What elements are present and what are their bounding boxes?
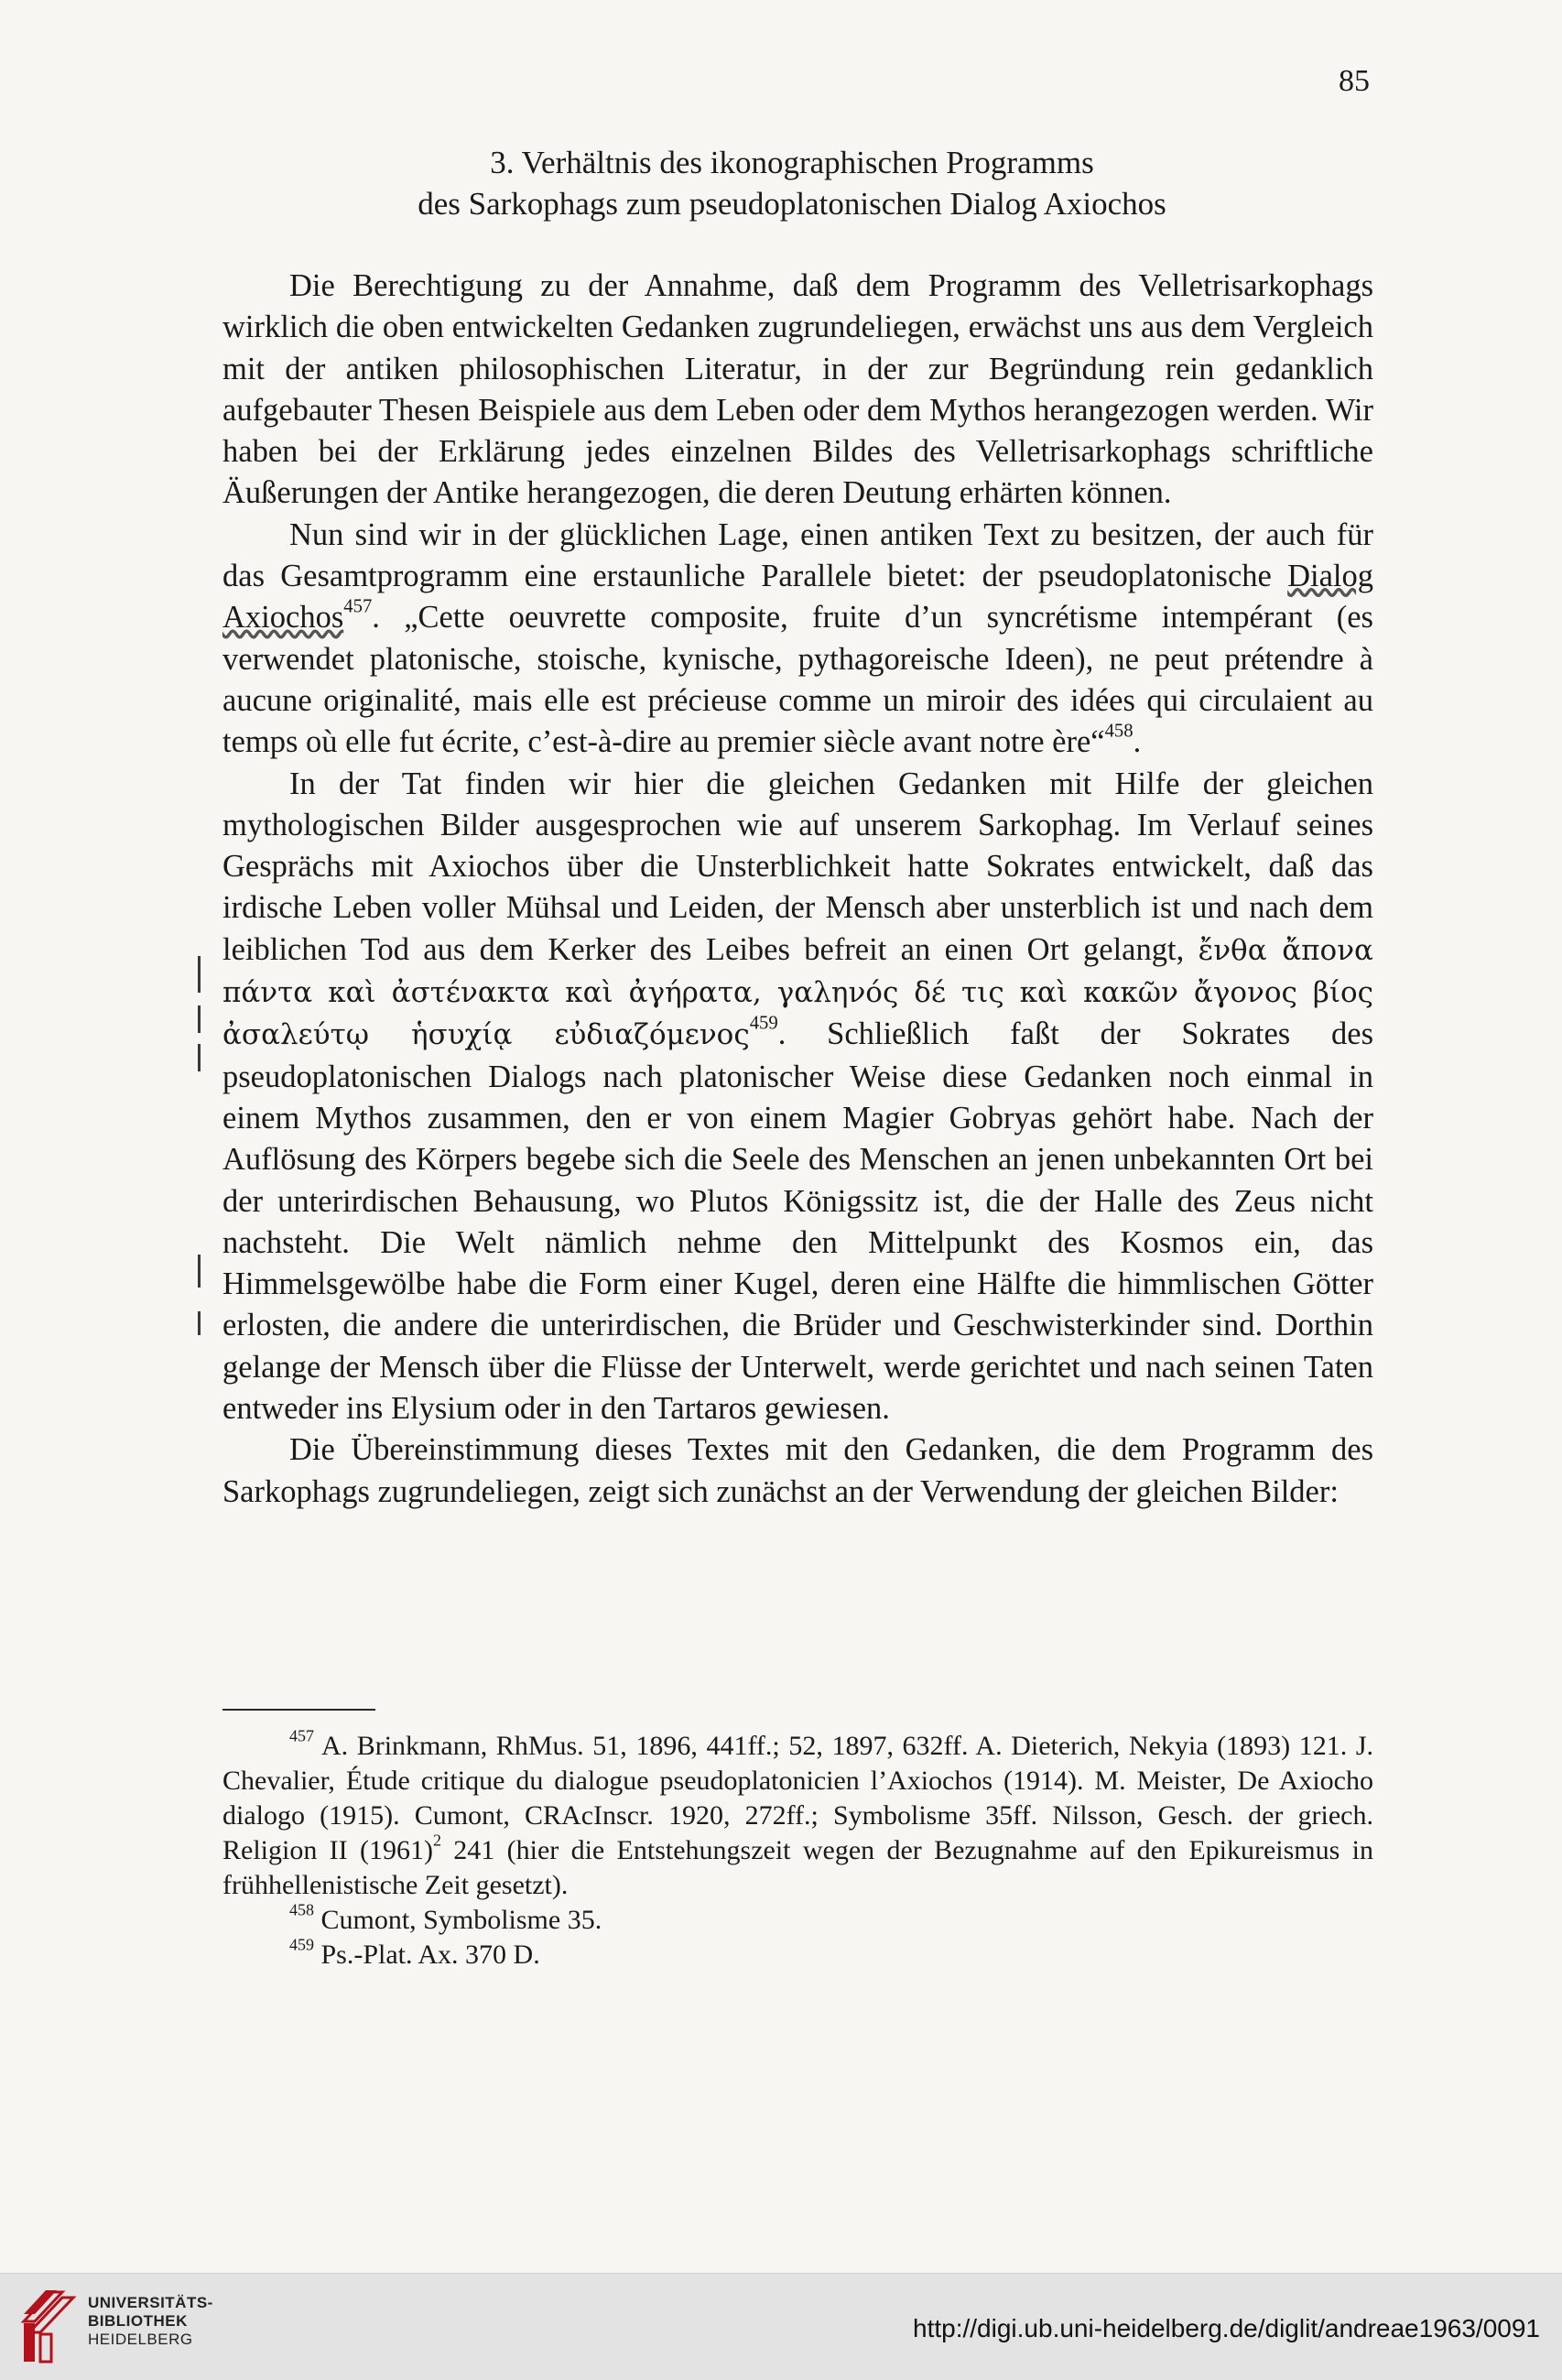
footer-bar [0,2273,1562,2380]
greek-quotation: ἔνθα ἄπονα πάντα καὶ ἀστένακτα καὶ ἀγήρατα, γαληνός δέ τις καὶ κακῶν ἄγονος βίος ἀσαλεύτῳ ἡσυχίᾳ εὐδιαζόμενος [222,933,1373,1052]
body-text [222,266,1373,1513]
footnote-rule [222,1709,375,1711]
heading-line-2: des Sarkophags zum pseudoplatonischen Dialog Axiochos [418,186,1166,222]
dialog-axiochos-mark: Dialog Axiochos [222,559,1373,636]
margin-mark [198,1311,201,1335]
section-heading [211,142,1373,224]
footnote-ref-457: 457 [343,596,373,617]
paragraph-1: Die Berechtigung zu der Annahme, daß dem Programm des Velletrisarkophags wirklich die oben entwickelten Gedanken zugrundeliegen, erwächst uns aus dem Vergleich mit der antiken philosophischen Literatur, in der zur Begründung rein gedanklich aufgebauter Thesen Beispiele aus dem Leben oder dem Mythos herangezogen werden. Wir haben bei der Erklärung jedes einzelnen Bildes des Velletrisarkophags schriftliche Äußerungen der Antike herangezogen, die deren Deutung erhärten können. [222,268,1373,511]
footnote-459: $^{459}$ Ps.-Plat. Ax. 370 D. [289,1935,540,1970]
library-name: UNIVERSITÄTS- BIBLIOTHEK HEIDELBERG [88,2294,213,2348]
margin-mark [198,1044,201,1071]
paragraph-3: In der Tat finden wir hier die gleichen Gedanken mit Hilfe der gleichen mythologischen Bilder ausgesprochen wie auf unserem Sarkophag. Im Verlauf seines Gesprächs mit Axiochos über die Unsterblichkeit hatte Sokrates entwickelt, daß das irdische Leben voller Mühsal und Leiden, der Mensch aber unsterblich ist und nach dem leiblichen Tod aus dem Kerker des Leibes befreit an einen Ort gelangt, ἔνθα ἄπονα πάντα καὶ ἀστένακτα καὶ ἀγήρατα, γαληνός δέ τις καὶ κακῶν ἄγονος βίος ἀσαλεύτῳ ἡσυχίᾳ εὐδιαζόμενος$^{459}$. Schließlich faßt der Sokrates des pseudoplatonischen Dialogs nach platonischer Weise diese Gedanken noch einmal in einem Mythos zusammen, den er von einem Magier Gobryas gehört habe. Nach der Auflösung des Körpers begebe sich die Seele des Menschen an jenen unbekannten Ort bei der unterirdischen Behausung, wo Plutos Königssitz ist, die der Halle des Zeus nicht nachsteht. Die Welt nämlich nehme den Mittelpunkt des Kosmos ein, das Himmelsgewölbe habe die Form einer Kugel, deren eine Hälfte die himmlischen Götter erlosten, die andere die unterirdischen, die Brüder und Geschwisterkinder sind. Dorthin gelange der Mensch über die Flüsse der Unterwelt, werde gerichtet und nach seinen Taten entweder ins Elysium oder in den Tartaros gewiesen. [222,766,1373,1427]
footnote-458: $^{458}$ Cumont, Symbolisme 35. [289,1900,602,1935]
footnotes [222,1726,1373,1972]
paragraph-2: Nun sind wir in der glücklichen Lage, einen antiken Text zu besitzen, der auch für das Gesamtprogramm eine erstaunliche Parallele bietet: der pseudoplatonische Dialog Axiochos$^{457}$. „Cette oeuvrette composite, fruite d’un syncrétisme intempérant (es verwendet platonische, stoische, kynische, pythagoreische Ideen), ne peut prétendre à aucune originalité, mais elle est précieuse comme un miroir des idées qui circulaient au temps où elle fut écrite, c’est-à-dire au premier siècle avant notre ère“$^{458}$. [222,516,1373,760]
footnote-457: $^{457}$ A. Brinkmann, RhMus. 51, 1896, 441ff.; 52, 1897, 632ff. A. Dieterich, Nekyia (1893) 121. J. Chevalier, Étude critique du dialogue pseudoplatonicien l’Axiochos (1914). M. Meister, De Axiocho dialogo (1915). Cumont, CRAcInscr. 1920, 272ff.; Symbolisme 35ff. Nilsson, Gesch. der griech. Religion II $(1961)^2$ 241 (hier die Entstehungszeit wegen der Bezugnahme auf den Epikureismus in frühhellenistische Zeit gesetzt). [222,1726,1373,1900]
paragraph-4: Die Übereinstimmung dieses Textes mit den Gedanken, die dem Programm des Sarkophags zugrundeliegen, zeigt sich zunächst an der Verwendung der gleichen Bilder: [222,1432,1373,1509]
page-number: 85 [1339,64,1370,98]
library-logo-icon [20,2287,79,2365]
heading-line-1: 3. Verhältnis des ikonographischen Programms [490,145,1094,180]
margin-mark [198,956,201,993]
footnote-ref-458: 458 [1104,721,1134,742]
source-url[interactable]: http://digi.ub.uni-heidelberg.de/diglit/andreae1963/0091 [913,2314,1540,2342]
footnote-ref-459: 459 [749,1013,778,1034]
margin-mark [198,1005,201,1033]
margin-mark [198,1255,201,1288]
